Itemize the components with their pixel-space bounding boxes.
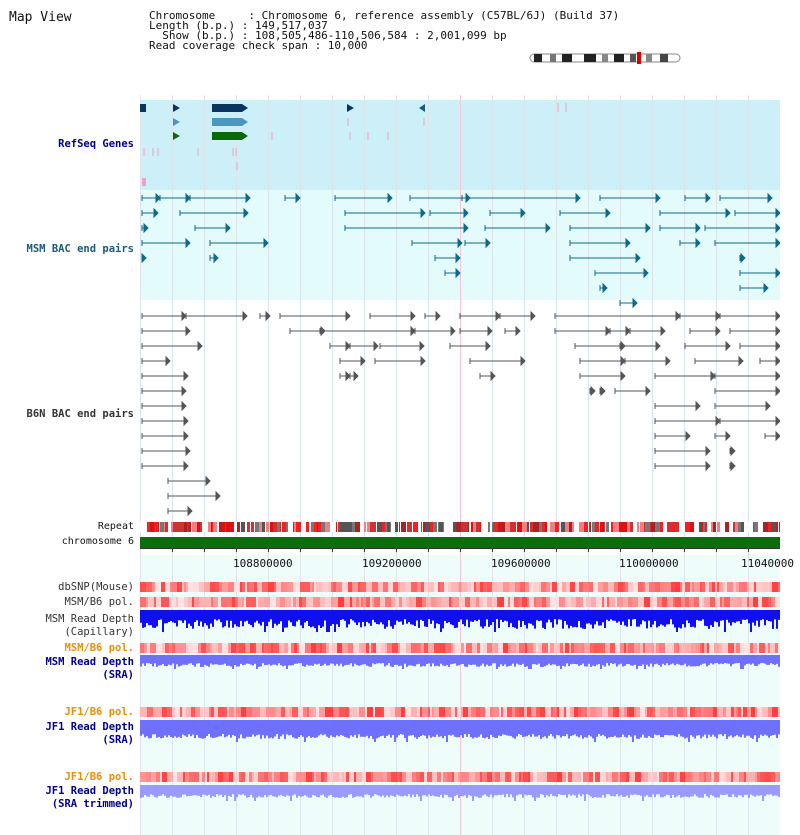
bac-pair[interactable] — [715, 372, 780, 380]
label-dbsnp[interactable]: dbSNP(Mouse) — [58, 581, 134, 593]
gene-row-2 — [173, 118, 424, 126]
bac-pair[interactable] — [142, 387, 186, 395]
bac-pair[interactable] — [590, 387, 595, 395]
bac-pair[interactable] — [345, 224, 468, 232]
bac-pair[interactable] — [445, 269, 460, 277]
dbsnp-heat-track[interactable] — [140, 582, 780, 592]
bac-pair[interactable] — [142, 254, 146, 262]
bac-pair[interactable] — [335, 194, 392, 202]
bac-pair[interactable] — [430, 209, 468, 217]
gene-feature[interactable] — [140, 104, 146, 112]
bac-pair[interactable] — [142, 447, 190, 455]
bac-pair[interactable] — [210, 239, 268, 247]
bac-pair[interactable] — [470, 357, 525, 365]
bac-pair[interactable] — [600, 284, 607, 292]
gene-feature[interactable] — [173, 104, 180, 112]
bac-pair[interactable] — [142, 239, 190, 247]
label-jf1-depth-trim-sub: (SRA trimmed) — [51, 798, 134, 810]
msm-depth-capillary-track[interactable] — [140, 610, 780, 632]
bac-pair[interactable] — [715, 387, 780, 395]
bac-pair[interactable] — [375, 357, 425, 365]
bac-pair[interactable] — [765, 432, 780, 440]
bac-pair[interactable] — [655, 462, 710, 470]
label-jf1-depth-trim[interactable]: JF1 Read Depth — [45, 785, 134, 797]
bac-pair[interactable] — [142, 194, 160, 202]
bac-pair[interactable] — [720, 194, 772, 202]
bac-pair[interactable] — [380, 342, 424, 350]
jf1-b6-pol-trim-heat-track[interactable] — [140, 772, 780, 782]
msm-b6-pol-capillary-heat-track[interactable] — [140, 597, 780, 607]
bac-pair[interactable] — [685, 342, 730, 350]
bac-pair[interactable] — [462, 194, 580, 202]
bac-pair[interactable] — [730, 447, 735, 455]
bac-pair[interactable] — [720, 417, 780, 425]
label-msm-depth-capillary[interactable]: MSM Read Depth — [45, 613, 134, 625]
bac-pair[interactable] — [555, 312, 680, 320]
bac-pair[interactable] — [142, 417, 188, 425]
bac-pair[interactable] — [350, 372, 358, 380]
axis-tick-label: 11040000 — [741, 557, 794, 570]
msm-b6-pol-sra-heat-track[interactable] — [140, 643, 780, 653]
bac-pair[interactable] — [168, 477, 210, 485]
bac-pair[interactable] — [655, 372, 715, 380]
gene-row-3 — [173, 132, 388, 140]
gene-feature[interactable] — [419, 104, 425, 112]
bac-pair[interactable] — [610, 327, 630, 335]
bac-pair[interactable] — [740, 254, 745, 262]
bac-pair[interactable] — [180, 209, 248, 217]
info-show: Show (b.p.) : 108,505,486-110,506,584 : 2,001,099 bp — [149, 29, 507, 42]
bac-pair[interactable] — [705, 224, 780, 232]
bac-pair[interactable] — [160, 194, 190, 202]
label-b6n-bac[interactable]: B6N BAC end pairs — [26, 408, 134, 420]
bac-pair[interactable] — [615, 387, 650, 395]
label-jf1-depth-sra[interactable]: JF1 Read Depth — [45, 721, 134, 733]
bac-pair[interactable] — [450, 342, 490, 350]
jf1-depth-trim-track[interactable] — [140, 785, 780, 801]
msm-bac-track[interactable] — [140, 190, 780, 310]
gene-feature[interactable] — [212, 118, 242, 126]
bac-pair[interactable] — [660, 209, 730, 217]
bac-pair[interactable] — [485, 224, 550, 232]
bac-pair[interactable] — [142, 372, 188, 380]
bac-pair[interactable] — [730, 462, 735, 470]
bac-pair[interactable] — [685, 194, 710, 202]
bac-pair[interactable] — [435, 254, 460, 262]
bac-pair[interactable] — [412, 239, 462, 247]
bac-pair[interactable] — [320, 327, 415, 335]
bac-pair[interactable] — [210, 254, 218, 262]
bac-pair[interactable] — [570, 224, 650, 232]
bac-pair[interactable] — [690, 327, 720, 335]
label-chromosome: chromosome 6 — [61, 536, 134, 547]
label-msm-depth-sra[interactable]: MSM Read Depth — [45, 656, 134, 668]
label-msm-b6-pol-sra[interactable]: MSM/B6 pol. — [64, 642, 134, 654]
bac-pair[interactable] — [142, 432, 188, 440]
ideogram-position-marker — [637, 52, 641, 64]
bac-pair[interactable] — [330, 342, 350, 350]
axis-tick-label: 108800000 — [233, 557, 293, 570]
gene-feature[interactable] — [347, 104, 354, 112]
gene-feature[interactable] — [212, 132, 242, 140]
bac-pair[interactable] — [195, 224, 230, 232]
bac-pair[interactable] — [285, 194, 300, 202]
bac-pair[interactable] — [142, 357, 170, 365]
bac-pair[interactable] — [460, 312, 500, 320]
bac-pair[interactable] — [570, 239, 630, 247]
bac-pair[interactable] — [655, 417, 720, 425]
bac-pair[interactable] — [505, 327, 520, 335]
bac-pair[interactable] — [350, 342, 378, 350]
bac-pair[interactable] — [142, 224, 148, 232]
bac-pair[interactable] — [715, 402, 770, 410]
bac-pair[interactable] — [465, 239, 490, 247]
bac-pair[interactable] — [500, 312, 535, 320]
bac-pair[interactable] — [415, 327, 455, 335]
bac-pair[interactable] — [680, 239, 700, 247]
bac-pair[interactable] — [600, 387, 605, 395]
label-msm-depth-sra-sub: (SRA) — [102, 669, 134, 681]
bac-pair[interactable] — [600, 194, 660, 202]
bac-pair[interactable] — [370, 312, 415, 320]
bac-pair[interactable] — [190, 194, 250, 202]
bac-pair[interactable] — [280, 312, 350, 320]
bac-pair[interactable] — [340, 372, 350, 380]
bac-pair[interactable] — [460, 327, 492, 335]
bac-pair[interactable] — [186, 312, 247, 320]
bac-pair[interactable] — [555, 327, 610, 335]
bac-pair[interactable] — [142, 327, 190, 335]
bac-pair[interactable] — [655, 432, 690, 440]
bac-pair[interactable] — [655, 402, 700, 410]
refseq-genes-track[interactable] — [140, 100, 780, 190]
bac-pair[interactable] — [740, 284, 768, 292]
bac-pair[interactable] — [580, 372, 625, 380]
info-length: Length (b.p.) : 149,517,037 — [149, 19, 328, 32]
bac-pair[interactable] — [142, 462, 188, 470]
assembly-info — [149, 11, 619, 51]
bac-pair[interactable] — [142, 312, 186, 320]
bac-pair[interactable] — [730, 327, 780, 335]
bac-pair[interactable] — [480, 372, 495, 380]
bac-pair[interactable] — [142, 402, 186, 410]
bac-pair[interactable] — [740, 269, 780, 277]
bac-pair[interactable] — [735, 209, 780, 217]
axis-tick-label: 109200000 — [362, 557, 422, 570]
label-jf1-depth-sra-sub: (SRA) — [102, 734, 134, 746]
label-repeat: Repeat — [97, 521, 134, 532]
bac-pair[interactable] — [625, 357, 670, 365]
bac-pair[interactable] — [715, 239, 780, 247]
axis-tick-label: 110000000 — [619, 557, 679, 570]
bac-pair[interactable] — [142, 209, 158, 217]
gene-row-4 — [142, 148, 237, 186]
bac-pair[interactable] — [345, 209, 425, 217]
bac-pair[interactable] — [260, 312, 270, 320]
position-axis — [140, 548, 780, 556]
gene-feature[interactable] — [212, 104, 242, 112]
bac-pair[interactable] — [340, 357, 365, 365]
bac-pair[interactable] — [560, 209, 610, 217]
b6n-bac-track[interactable] — [140, 308, 780, 520]
bac-pair[interactable] — [410, 194, 470, 202]
bac-pair[interactable] — [142, 342, 202, 350]
bac-pair[interactable] — [575, 342, 625, 350]
gene-row-1 — [140, 103, 566, 112]
bac-pair[interactable] — [715, 432, 730, 440]
bac-pair[interactable] — [620, 342, 660, 350]
chromosome-bar[interactable] — [140, 537, 780, 548]
bac-pair[interactable] — [720, 312, 780, 320]
label-msm-depth-capillary-sub: (Capillary) — [64, 626, 134, 638]
bac-pair[interactable] — [580, 357, 625, 365]
label-jf1-b6-pol-sra[interactable]: JF1/B6 pol. — [64, 706, 134, 718]
label-jf1-b6-pol-trim[interactable]: JF1/B6 pol. — [64, 771, 134, 783]
bac-pair[interactable] — [570, 254, 640, 262]
msm-depth-sra-track[interactable] — [140, 655, 780, 669]
bac-pair[interactable] — [168, 492, 220, 500]
bac-pair[interactable] — [425, 312, 440, 320]
info-chromosome: Chromosome : Chromosome 6, reference assembly (C57BL/6J) (Build 37) — [149, 9, 620, 22]
chromosome-ideogram[interactable] — [528, 52, 682, 64]
bac-pair[interactable] — [490, 209, 525, 217]
bac-pair[interactable] — [660, 224, 700, 232]
bac-pair[interactable] — [630, 327, 665, 335]
info-coverage-span: Read coverage check span : 10,000 — [149, 39, 368, 52]
jf1-depth-sra-track[interactable] — [140, 720, 780, 742]
jf1-b6-pol-sra-heat-track[interactable] — [140, 707, 780, 717]
repeat-track[interactable] — [140, 522, 780, 532]
bac-pair[interactable] — [695, 357, 743, 365]
bac-pair[interactable] — [680, 312, 720, 320]
label-msm-b6-pol-capillary[interactable]: MSM/B6 pol. — [64, 596, 134, 608]
page-title: Map View — [9, 10, 72, 25]
bac-pair[interactable] — [595, 269, 648, 277]
axis-labels — [0, 557, 800, 571]
bac-pair[interactable] — [760, 357, 780, 365]
label-msm-bac[interactable]: MSM BAC end pairs — [26, 243, 134, 255]
bac-pair[interactable] — [740, 342, 780, 350]
axis-tick-label: 109600000 — [491, 557, 551, 570]
bac-pair[interactable] — [655, 447, 710, 455]
bac-pair[interactable] — [620, 299, 637, 307]
bac-pair[interactable] — [168, 507, 192, 515]
label-refseq-genes[interactable]: RefSeq Genes — [58, 138, 134, 150]
